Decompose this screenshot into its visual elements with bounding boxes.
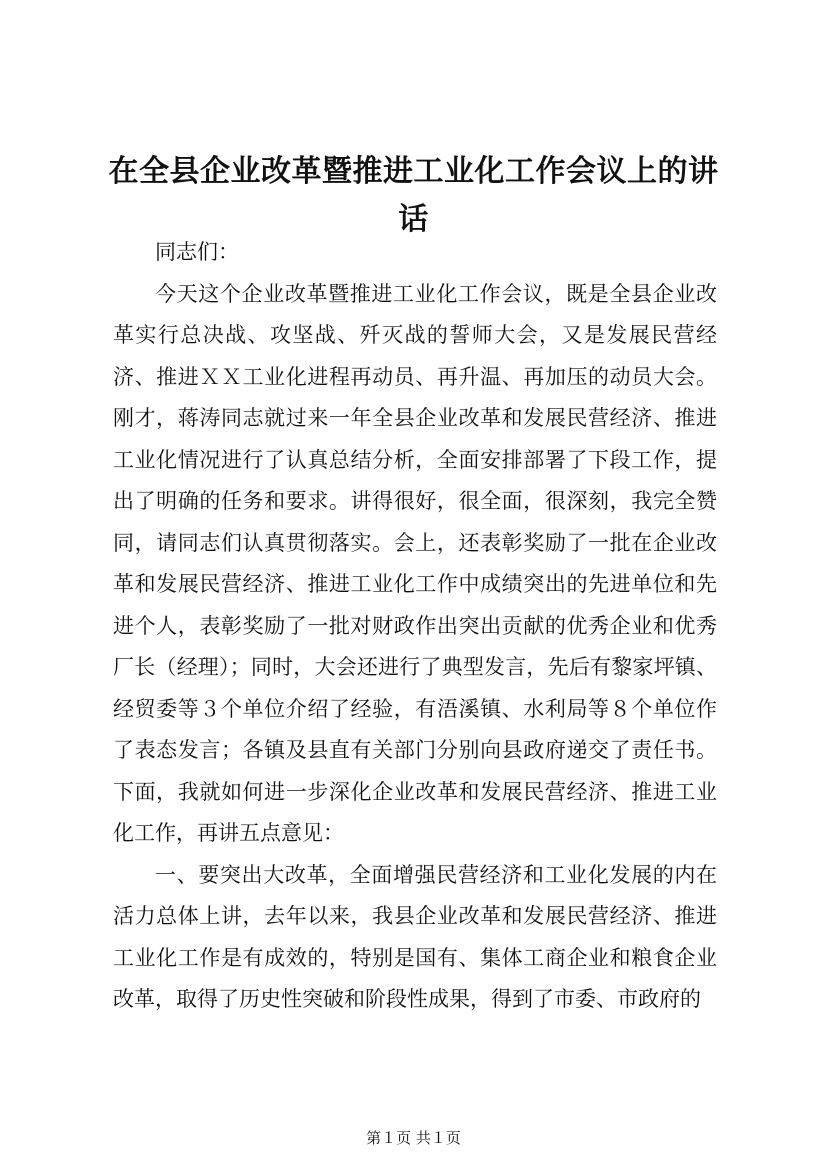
- paragraph-salutation: 同志们：: [155, 240, 239, 264]
- paragraph-point-one: 一、要突出大改革，全面增强民营经济和工业化发展的内在活力总体上讲，去年以来，我县企业改革和发展民营经济、推进工业化工作是有成效的，特别是国有、集体工商企业和粮食企业改革，取得了历史性突破和阶段性成果，得到了市委、市政府的: [113, 862, 717, 1011]
- page-title: 在全县企业改革暨推进工业化工作会议上的讲话: [108, 154, 719, 237]
- document-body: [113, 232, 717, 1021]
- paragraph-opening: 今天这个企业改革暨推进工业化工作会议，既是全县企业改革实行总决战、攻坚战、歼灭战的誓师大会，又是发展民营经济、推进ＸＸ工业化进程再动员、再升温、再加压的动员大会。刚才，蒋涛同志就过来一年全县企业改革和发展民营经济、推进工业化情况进行了认真总结分析，全面安排部署了下段工作，提出了明确的任务和要求。讲得很好，很全面，很深刻，我完全赞同，请同志们认真贯彻落实。会上，还表彰奖励了一批在企业改革和发展民营经济、推进工业化工作中成绩突出的先进单位和先进个人，表彰奖励了一批对财政作出突出贡献的优秀企业和优秀厂长（经理）；同时，大会还进行了典型发言，先后有黎家坪镇、经贸委等３个单位介绍了经验，有浯溪镇、水利局等８个单位作了表态发言；各镇及县直有关部门分别向县政府递交了责任书。下面，我就如何进一步深化企业改革和发展民营经济、推进工业化工作，再讲五点意见：: [113, 281, 717, 845]
- page-footer: 第１页 共１页: [366, 1129, 461, 1147]
